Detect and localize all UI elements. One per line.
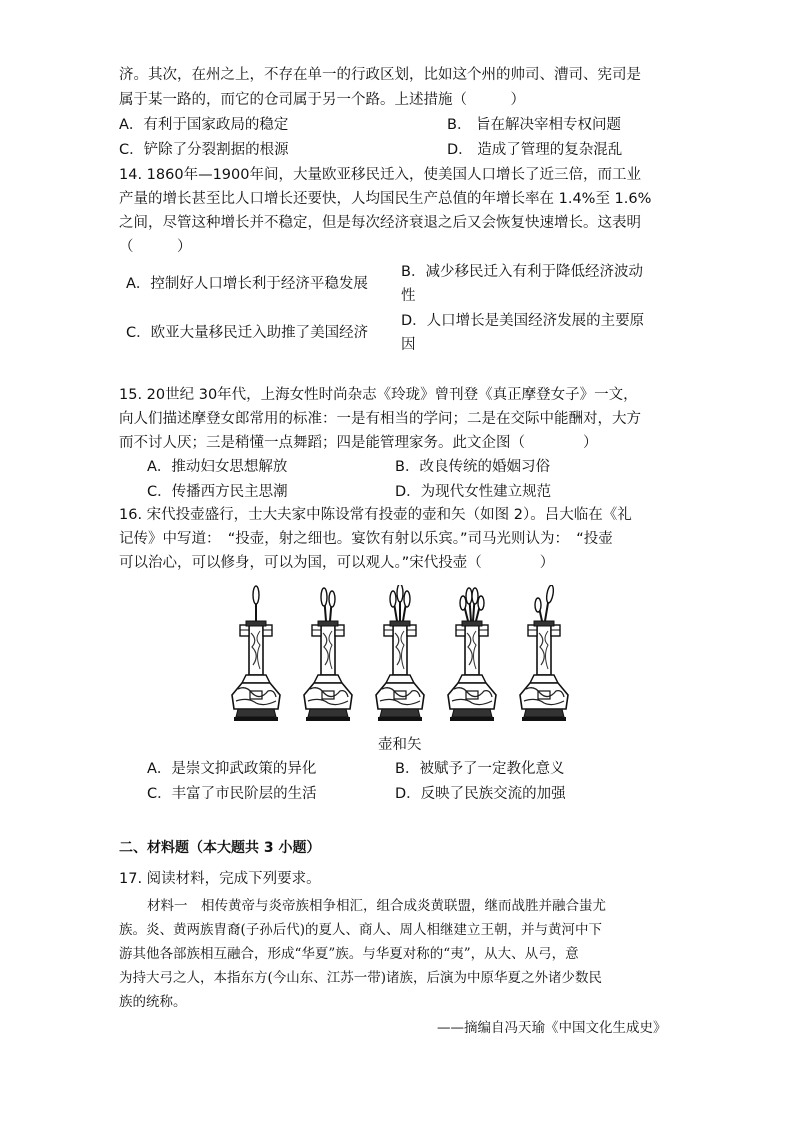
q14-line-3: 之间，尽管这种增长并不稳定，但是每次经济衰退之后又会恢复快速增长。这表明: [119, 215, 641, 231]
q13-line-1: 济。其次，在州之上，不存在单一的行政区划，比如这个州的帅司、漕司、宪司是: [119, 67, 641, 83]
q16-option-a[interactable]: A．是崇文抑武政策的异化: [147, 761, 317, 777]
q15-option-a[interactable]: A．推动妇女思想解放: [147, 459, 288, 475]
q14-option-b[interactable]: B．减少移民迁入有利于降低经济波动: [401, 264, 643, 280]
q15-line-3: 而不讨人厌；三是稍懂一点舞蹈；四是能管理家务。此文企图（ ）: [119, 435, 598, 451]
touhu-pot-figure: [228, 585, 573, 725]
q16-line-3: 可以治心，可以修身，可以为国，可以观人。”宋代投壶（ ）: [119, 555, 555, 571]
material-source: ——摘编自冯天瑜《中国文化生成史》: [437, 1020, 667, 1036]
section-heading: 二、材料题（本大题共 3 小题）: [119, 840, 321, 856]
q13-line-2: 属于某一路的，而它的仓司属于另一个路。上述措施（ ）: [119, 92, 525, 108]
q14-option-b-wrap: 性: [401, 288, 416, 304]
q14-line-4: （ ）: [119, 239, 192, 255]
q16-option-c[interactable]: C．丰富了市民阶层的生活: [147, 786, 317, 802]
figure-caption: 壶和矢: [378, 737, 422, 753]
q14-line-1: 14. 1860年—1900年间，大量欧亚移民迁入，使美国人口增长了近三倍，而工业: [119, 167, 641, 183]
q15-line-2: 向人们描述摩登女郎常用的标准：一是有相当的学问；二是在交际中能酬对，大方: [119, 411, 641, 427]
q15-line-1: 15. 20世纪 30年代，上海女性时尚杂志《玲珑》曾刊登《真正摩登女子》一文，: [119, 387, 638, 403]
q14-option-d-wrap: 因: [401, 337, 416, 353]
q15-option-c[interactable]: C．传播西方民主思潮: [147, 484, 288, 500]
q13-option-b[interactable]: B． 旨在解决宰相专权问题: [447, 117, 622, 133]
q13-option-d[interactable]: D． 造成了管理的复杂混乱: [447, 142, 623, 158]
q15-option-d[interactable]: D．为现代女性建立规范: [395, 484, 552, 500]
material-one-line-4: 为持大弓之人，本指东方(今山东、江苏一带)诸族，后演为中原华夏之外诸少数民: [119, 970, 603, 986]
q13-option-a[interactable]: A．有利于国家政局的稳定: [119, 117, 289, 133]
q14-line-2: 产量的增长甚至比人口增长还要快，人均国民生产总值的年增长率在 1.4%至 1.6%: [119, 191, 652, 207]
q13-option-c[interactable]: C．铲除了分裂割据的根源: [119, 142, 289, 158]
material-one-line-2: 族。炎、黄两族胄裔(子孙后代)的夏人、商人、周人相继建立王朝，并与黄河中下: [119, 922, 603, 938]
q14-option-d[interactable]: D．人口增长是美国经济发展的主要原: [401, 313, 645, 329]
q17-line-1: 17. 阅读材料，完成下列要求。: [119, 871, 321, 887]
q14-option-a[interactable]: A．控制好人口增长利于经济平稳发展: [126, 276, 368, 292]
q16-option-d[interactable]: D．反映了民族交流的加强: [395, 786, 566, 802]
q16-option-b[interactable]: B．被赋予了一定教化意义: [395, 761, 565, 777]
material-one-line-5: 族的统称。: [119, 994, 187, 1010]
material-one-line-3: 游其他各部族相互融合，形成“华夏”族。与华夏对称的“夷”，从大、从弓，意: [119, 946, 579, 962]
q15-option-b[interactable]: B．改良传统的婚姻习俗: [395, 459, 550, 475]
q16-line-2: 记传》中写道： “投壶，射之细也。宴饮有射以乐宾。”司马光则认为： “投壶: [119, 531, 613, 547]
q16-line-1: 16. 宋代投壶盛行，士大夫家中陈设常有投壶的壶和矢（如图 2）。吕大临在《礼: [119, 507, 632, 523]
q14-option-c[interactable]: C．欧亚大量移民迁入助推了美国经济: [126, 325, 369, 341]
material-one-line-1: 材料一 相传黄帝与炎帝族相争相汇，组合成炎黄联盟，继而战胜并融合蚩尤: [147, 898, 606, 914]
